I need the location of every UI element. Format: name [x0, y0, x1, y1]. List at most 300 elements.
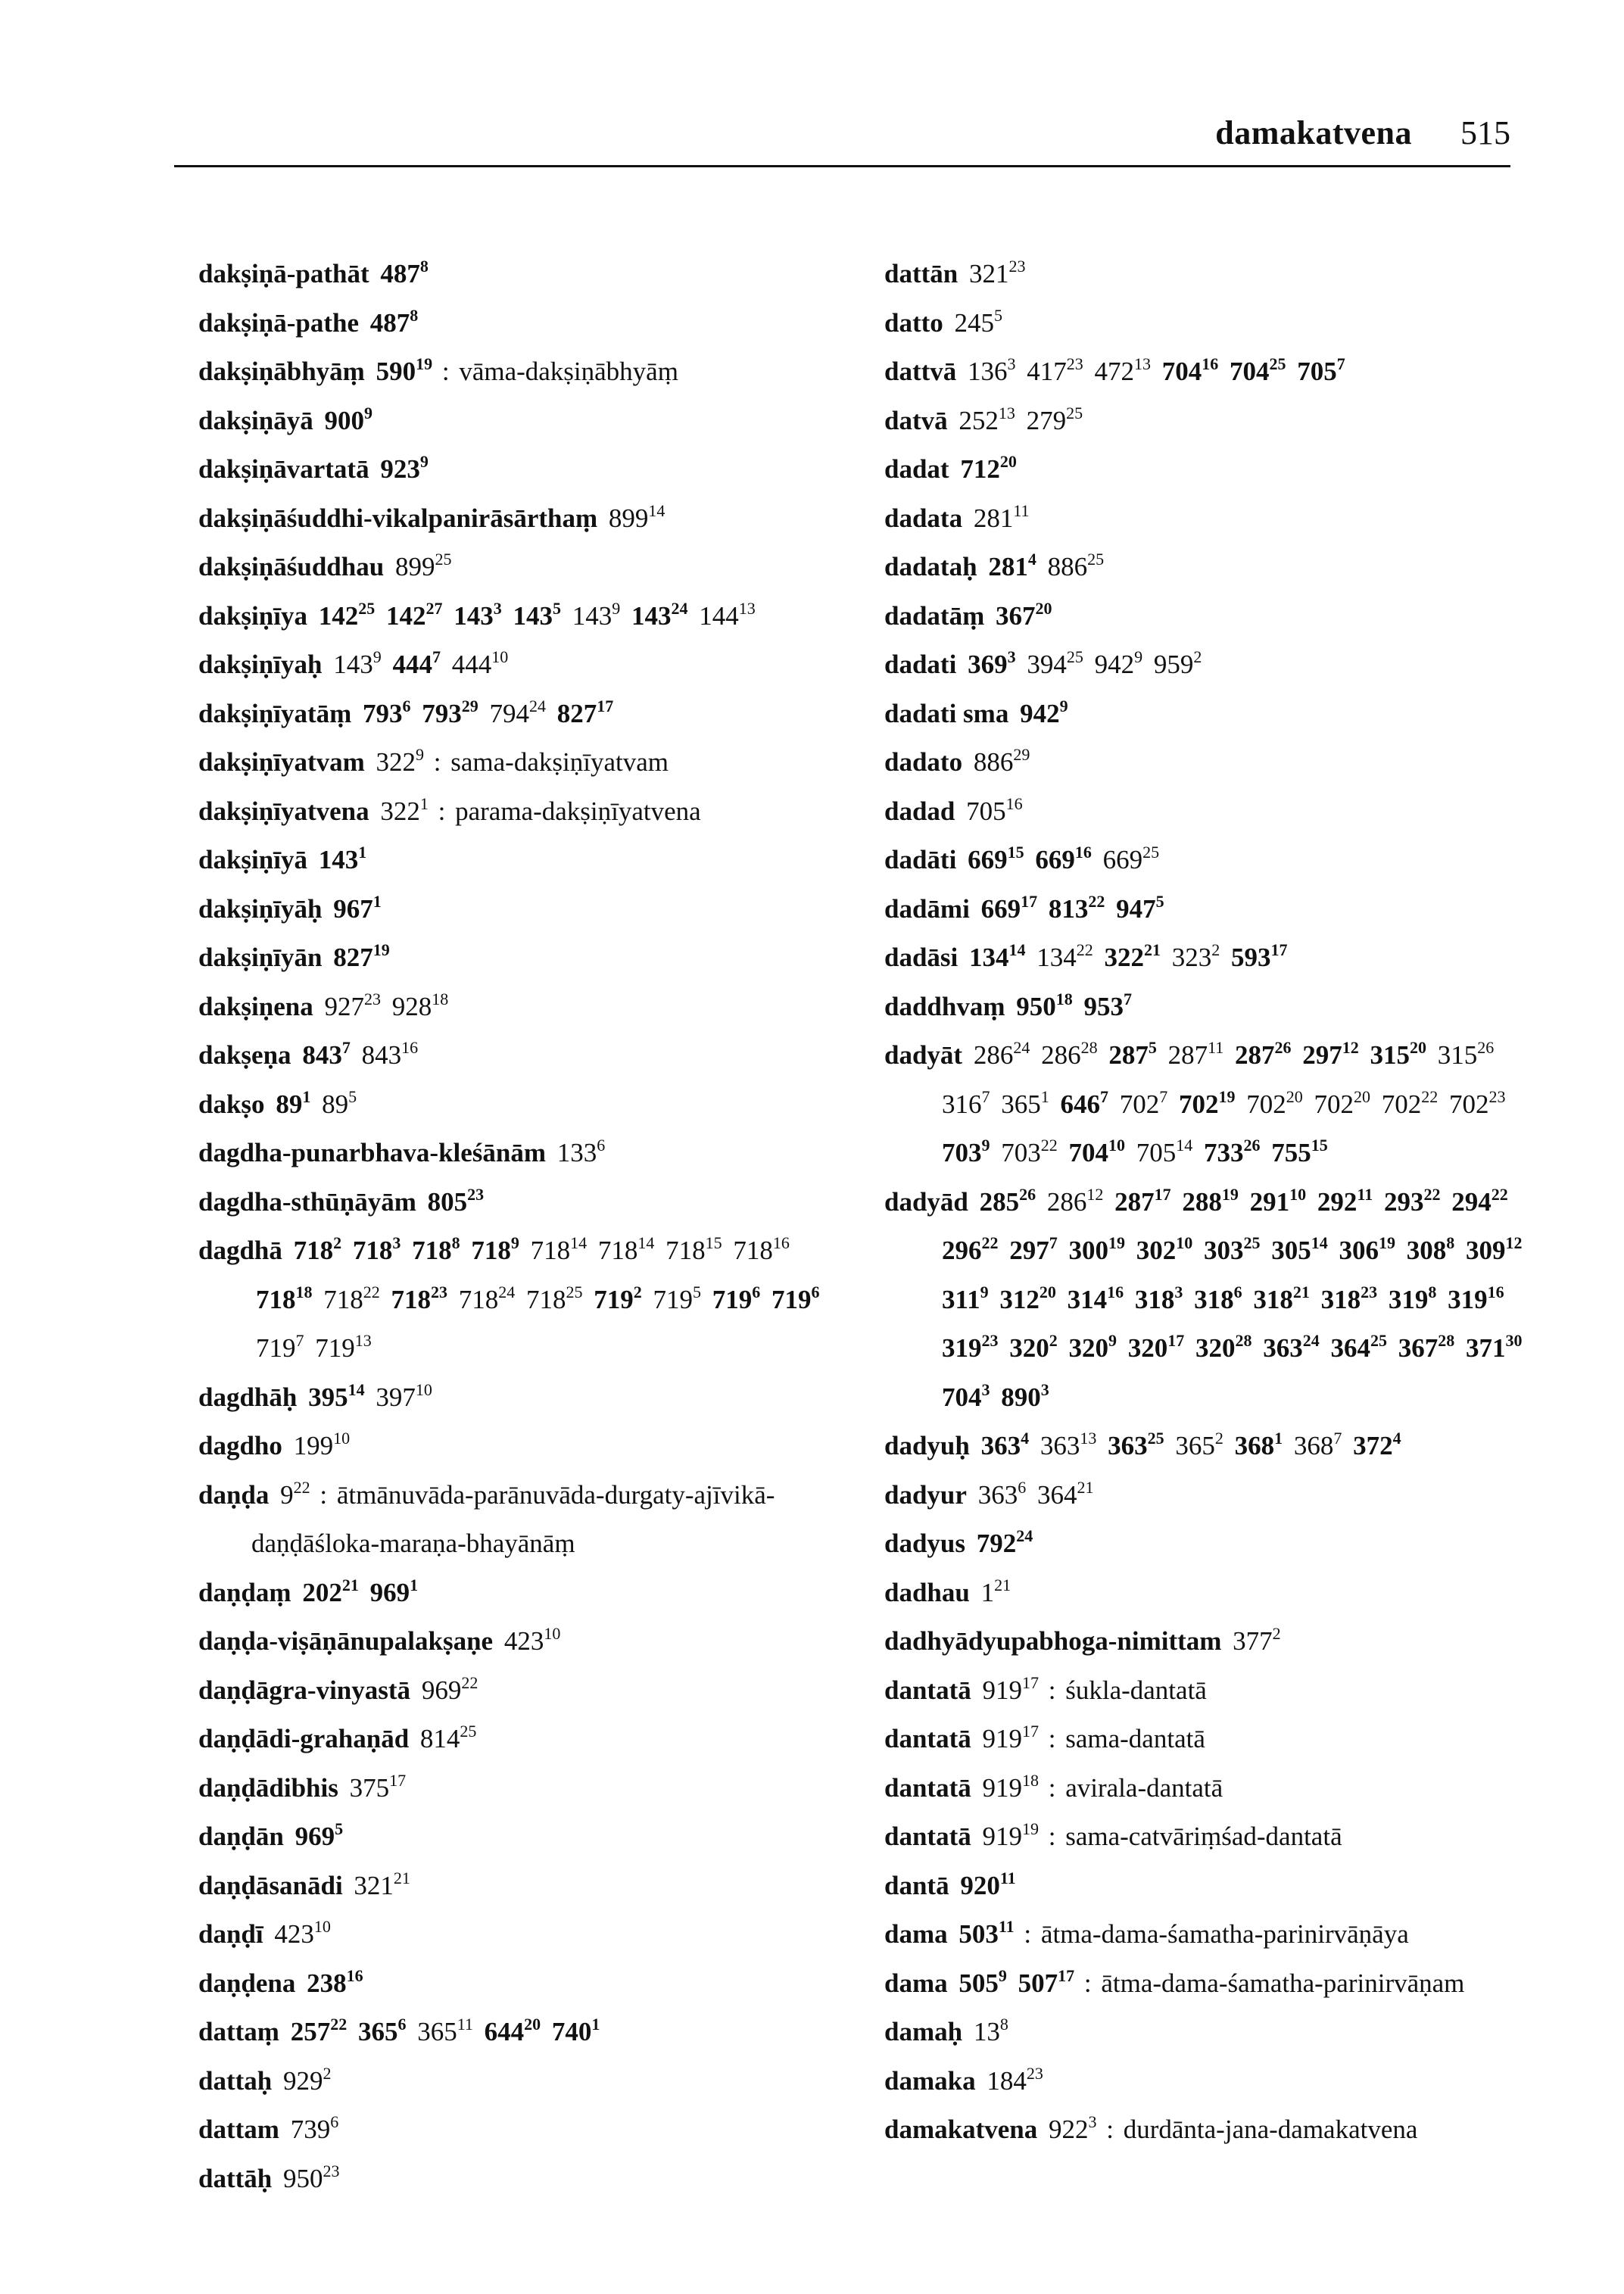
line-number-ref: 5	[335, 1819, 344, 1838]
page-number-ref: 302	[1136, 1236, 1177, 1265]
page-number-ref: 929	[283, 2065, 323, 2096]
page-reference	[942, 1379, 990, 1412]
page-reference	[513, 598, 561, 631]
line-number-ref: 26	[1019, 1184, 1036, 1204]
line-number-ref: 23	[323, 2161, 340, 2180]
line-number-ref: 15	[1311, 1136, 1328, 1155]
line-number-ref: 22	[1423, 1184, 1441, 1204]
page-reference	[959, 1919, 1014, 1949]
page-number-ref: 133	[556, 1138, 597, 1167]
line-number-ref: 24	[498, 1282, 516, 1301]
page-number-ref: 942	[1094, 650, 1135, 679]
page-reference	[1204, 1233, 1261, 1265]
page-reference	[1094, 647, 1143, 679]
page-reference	[333, 647, 382, 679]
page-reference	[421, 1672, 478, 1705]
index-entry	[884, 787, 1535, 837]
line-number-ref: 16	[1202, 354, 1219, 373]
line-number-ref: 18	[295, 1282, 313, 1301]
page-reference	[572, 598, 621, 631]
page-reference	[1320, 1282, 1378, 1314]
entry-headword: dadatāṃ	[884, 600, 985, 631]
page-reference	[324, 989, 382, 1021]
index-entry	[198, 1129, 857, 1178]
page-reference	[283, 2063, 332, 2096]
page-number-ref: 281	[973, 503, 1014, 533]
line-number-ref: 22	[330, 2015, 348, 2034]
index-entry	[198, 1715, 857, 1764]
page-number-ref: 969	[295, 1822, 335, 1851]
page-reference	[981, 1431, 1030, 1460]
line-number-ref: 9	[1059, 696, 1068, 715]
page-number-ref: 367	[1398, 1333, 1439, 1363]
index-column-left	[198, 250, 857, 2203]
line-number-ref: 22	[1076, 940, 1093, 959]
page-reference	[1179, 1086, 1236, 1119]
entry-headword: dadad	[884, 796, 955, 826]
page-number-ref: 712	[960, 454, 1000, 484]
index-entry	[884, 1812, 1535, 1862]
page-number-ref: 281	[988, 552, 1028, 581]
line-number-ref: 7	[1159, 1086, 1168, 1106]
entry-headword: dadat	[884, 454, 949, 484]
line-number-ref: 9	[416, 745, 425, 764]
entry-headword: damakatvena	[884, 2115, 1038, 2144]
page-reference	[1317, 1184, 1373, 1217]
page-number-ref: 718	[665, 1236, 706, 1265]
page-number-ref: 363	[1263, 1333, 1303, 1363]
line-number-ref: 26	[1477, 1038, 1495, 1057]
entry-headword: dattāḥ	[198, 2163, 273, 2193]
page-reference	[980, 1575, 1011, 1607]
page-number-ref: 927	[324, 991, 364, 1021]
page-number-ref: 718	[412, 1236, 452, 1265]
line-number-ref: 19	[1218, 1086, 1236, 1106]
page-number-ref: 319	[1448, 1284, 1488, 1314]
page-reference	[1036, 1477, 1094, 1510]
page-number-ref: 322	[1104, 943, 1145, 972]
page-reference	[1235, 1431, 1283, 1460]
page-reference	[1195, 1333, 1252, 1363]
page-reference	[631, 598, 688, 631]
line-number-ref: 9	[612, 598, 621, 618]
index-column-right	[884, 250, 1535, 2155]
page-number-ref: 843	[361, 1040, 402, 1070]
entry-headword: dantatā	[884, 1675, 971, 1705]
page-number-ref: 315	[1437, 1040, 1478, 1070]
entry-headword: dantā	[884, 1870, 949, 1900]
page-reference	[974, 747, 1030, 777]
line-number-ref: 4	[1392, 1429, 1401, 1448]
cross-ref-separator: :	[1024, 1919, 1032, 1949]
line-number-ref: 25	[435, 550, 452, 569]
line-number-ref: 9	[1134, 647, 1143, 666]
line-number-ref: 21	[1144, 940, 1161, 959]
line-number-ref: 20	[1039, 1282, 1056, 1301]
line-number-ref: 1	[591, 2015, 600, 2034]
line-number-ref: 24	[1302, 1331, 1320, 1350]
page-number-ref: 308	[1406, 1236, 1447, 1265]
page-number: 515	[1460, 114, 1510, 151]
index-entry	[198, 1910, 857, 1959]
line-number-ref: 17	[389, 1770, 407, 1790]
line-number-ref: 14	[570, 1233, 588, 1252]
line-number-ref: 23	[1026, 2063, 1043, 2083]
page-number-ref: 718	[391, 1284, 431, 1314]
line-number-ref: 17	[1058, 1965, 1075, 1985]
page-reference	[471, 1233, 519, 1265]
entry-headword: dadati	[884, 650, 957, 679]
page-reference	[1128, 1333, 1185, 1363]
page-reference	[959, 403, 1015, 435]
entry-headword: dakṣiṇena	[198, 991, 313, 1021]
page-number-ref: 199	[293, 1431, 334, 1460]
page-reference	[1398, 1333, 1455, 1363]
page-number-ref: 287	[1108, 1040, 1149, 1070]
page-reference	[1246, 1086, 1303, 1119]
entry-headword: daṇḍī	[198, 1919, 263, 1949]
cross-ref-separator: :	[438, 796, 446, 826]
page-reference	[1448, 1282, 1504, 1314]
index-entry	[198, 494, 857, 544]
page-number-ref: 13	[973, 2017, 1000, 2046]
line-number-ref: 14	[637, 1233, 655, 1252]
page-number-ref: 365	[1001, 1089, 1041, 1119]
page-reference	[1271, 1233, 1328, 1265]
line-number-ref: 5	[552, 598, 561, 618]
index-entry	[198, 933, 857, 983]
page-number-ref: 646	[1060, 1089, 1100, 1119]
page-number-ref: 487	[369, 307, 410, 338]
line-number-ref: 25	[358, 598, 376, 618]
line-number-ref: 8	[999, 2015, 1008, 2034]
page-reference	[1249, 1184, 1307, 1217]
page-number-ref: 886	[1047, 552, 1088, 581]
page-reference	[1009, 1233, 1058, 1265]
page-reference	[352, 1233, 401, 1265]
cross-ref-separator: :	[320, 1479, 328, 1510]
page-reference	[1235, 1040, 1292, 1070]
page-number-ref: 704	[942, 1382, 982, 1412]
page-number-ref: 703	[1001, 1138, 1041, 1167]
page-number-ref: 886	[973, 747, 1014, 777]
line-number-ref: 19	[372, 940, 390, 959]
entry-headword: dakṣiṇīyā	[198, 845, 307, 874]
index-entry	[198, 592, 857, 641]
line-number-ref: 25	[1370, 1331, 1387, 1350]
line-number-ref: 7	[295, 1331, 304, 1350]
page-reference	[1114, 1184, 1171, 1217]
cross-reference: avirala-dantatā	[1065, 1772, 1223, 1803]
page-reference	[1388, 1282, 1437, 1314]
page-number-ref: 397	[376, 1382, 416, 1412]
line-number-ref: 18	[432, 989, 449, 1008]
line-number-ref: 2	[1214, 1429, 1223, 1448]
entry-headword: dadataḥ	[884, 552, 977, 581]
page-number-ref: 703	[942, 1138, 982, 1167]
line-number-ref: 25	[1243, 1233, 1261, 1252]
line-number-ref: 22	[981, 1233, 999, 1252]
page-reference	[699, 598, 756, 631]
index-entry	[884, 592, 1535, 641]
page-reference	[556, 696, 614, 728]
line-number-ref: 23	[364, 989, 381, 1008]
line-number-ref: 16	[346, 1965, 363, 1985]
line-number-ref: 20	[999, 452, 1017, 471]
page-number-ref: 286	[1041, 1040, 1081, 1070]
index-entry	[884, 690, 1535, 739]
entry-headword: daṇḍāsanādi	[198, 1870, 343, 1900]
line-number-ref: 14	[1008, 940, 1026, 959]
line-number-ref: 17	[1270, 940, 1288, 959]
page-reference	[302, 1040, 351, 1070]
page-number-ref: 394	[1027, 650, 1067, 679]
entry-headword: daṇḍa-viṣāṇānupalakṣaṇe	[198, 1626, 494, 1656]
entry-headword: daddhvaṃ	[884, 991, 1005, 1021]
line-number-ref: 7	[1049, 1233, 1058, 1252]
line-number-ref: 6	[597, 1136, 606, 1155]
page-reference	[1001, 1379, 1049, 1412]
page-reference	[1466, 1233, 1523, 1265]
page-reference	[966, 793, 1023, 826]
page-number-ref: 257	[290, 2017, 331, 2046]
page-reference	[942, 1233, 999, 1265]
entry-headword: dagdhā	[198, 1236, 282, 1265]
page-number-ref: 291	[1249, 1186, 1290, 1217]
index-entry	[198, 1422, 857, 1471]
page-number-ref: 322	[380, 796, 420, 826]
cross-reference: ātma-dama-śamatha-parinirvāṇam	[1101, 1968, 1465, 1998]
entry-headword: dakṣiṇāśuddhau	[198, 552, 385, 581]
page-reference	[1018, 1965, 1075, 1998]
line-number-ref: 8	[1428, 1282, 1437, 1301]
page-number-ref: 297	[1302, 1040, 1342, 1070]
page-number-ref: 942	[1020, 698, 1060, 728]
page-number-ref: 718	[530, 1236, 571, 1265]
page-reference	[369, 305, 419, 338]
page-number-ref: 718	[256, 1284, 296, 1314]
page-number-ref: 702	[1314, 1089, 1354, 1119]
line-number-ref: 12	[1086, 1184, 1104, 1204]
line-number-ref: 16	[1074, 843, 1092, 862]
line-number-ref: 21	[393, 1868, 410, 1887]
page-number-ref: 318	[1134, 1284, 1175, 1314]
page-reference	[1104, 940, 1161, 972]
page-number-ref: 794	[489, 698, 530, 728]
entry-headword: dantatā	[884, 1822, 971, 1851]
page-reference	[987, 2063, 1043, 2096]
page-reference	[391, 1282, 448, 1314]
page-reference	[979, 1184, 1036, 1217]
page-number-ref: 718	[733, 1236, 773, 1265]
line-number-ref: 19	[1379, 1233, 1395, 1252]
line-number-ref: 2	[323, 2063, 332, 2083]
index-entry	[198, 1080, 857, 1130]
line-number-ref: 10	[1289, 1184, 1307, 1204]
line-number-ref: 5	[994, 305, 1003, 325]
index-entry	[884, 1519, 1535, 1569]
page-number-ref: 318	[1320, 1284, 1361, 1314]
line-number-ref: 28	[1438, 1331, 1455, 1350]
page-reference	[1108, 1431, 1164, 1460]
line-number-ref: 5	[1155, 891, 1164, 911]
page-number-ref: 287	[1114, 1186, 1155, 1217]
page-reference	[1168, 1040, 1224, 1070]
page-number-ref: 472	[1094, 357, 1135, 386]
line-number-ref: 1	[1274, 1429, 1283, 1448]
entry-headword: dama	[884, 1919, 948, 1949]
page-reference	[323, 1282, 380, 1314]
page-reference	[349, 1770, 407, 1803]
page-reference	[504, 1626, 561, 1656]
page-number-ref: 423	[503, 1626, 544, 1656]
line-number-ref: 2	[1211, 940, 1220, 959]
line-number-ref: 22	[1088, 891, 1105, 911]
page-number-ref: 322	[376, 747, 416, 777]
entry-headword: dadato	[884, 747, 963, 777]
page-reference	[1194, 1282, 1242, 1314]
page-reference	[526, 1282, 583, 1314]
line-number-ref: 17	[1022, 1722, 1039, 1741]
cross-reference: ātmānuvāda-parānuvāda-durgaty-ajīvikā-daṇḍāśloka-maraṇa-bhayānāṃ	[251, 1479, 775, 1558]
index-entry	[198, 836, 857, 885]
index-entry	[198, 1373, 857, 1423]
line-number-ref: 25	[566, 1282, 583, 1301]
entry-headword: daṇḍādi-grahaṇād	[198, 1724, 410, 1753]
line-number-ref: 1	[302, 1086, 311, 1106]
entry-headword: dattvā	[884, 357, 957, 386]
page-reference	[451, 647, 509, 679]
page-reference	[557, 1138, 606, 1167]
page-reference	[974, 2017, 1008, 2046]
page-number-ref: 719	[315, 1333, 355, 1363]
page-number-ref: 143	[333, 650, 373, 679]
page-number-ref: 704	[1068, 1138, 1108, 1167]
page-reference	[380, 793, 429, 826]
index-entry	[198, 1178, 857, 1227]
entry-headword: dadyur	[884, 1479, 967, 1510]
entry-headword: dakṣiṇāyā	[198, 405, 313, 435]
page-reference	[982, 1672, 1040, 1705]
page-number-ref: 143	[318, 845, 359, 874]
page-number-ref: 1	[980, 1577, 995, 1607]
entry-headword: dattān	[884, 259, 959, 288]
page-reference	[290, 2112, 339, 2144]
entry-headword: dakṣiṇīya	[198, 600, 307, 631]
entry-headword: daṇḍāgra-vinyastā	[198, 1675, 411, 1705]
line-number-ref: 25	[460, 1722, 477, 1741]
page-reference	[380, 454, 429, 484]
page-reference	[1046, 1184, 1104, 1217]
line-number-ref: 9	[372, 647, 382, 666]
page-number-ref: 364	[1036, 1479, 1077, 1510]
page-reference	[1161, 354, 1219, 386]
index-entry	[198, 1471, 857, 1569]
page-reference	[322, 1086, 357, 1119]
line-number-ref: 23	[467, 1184, 485, 1204]
line-number-ref: 7	[1100, 1086, 1108, 1106]
entry-headword: dakṣiṇā-pathāt	[198, 259, 369, 288]
entry-headword: dadyāt	[884, 1040, 963, 1070]
line-number-ref: 21	[1077, 1477, 1094, 1497]
index-entry	[198, 1959, 857, 2009]
entry-headword: daṇḍena	[198, 1968, 296, 1998]
line-number-ref: 23	[1488, 1086, 1506, 1106]
line-number-ref: 22	[1040, 1136, 1058, 1155]
line-number-ref: 6	[402, 696, 411, 715]
page-number-ref: 733	[1204, 1138, 1244, 1167]
entry-headword: dakṣiṇīyāḥ	[198, 893, 323, 924]
line-number-ref: 22	[1491, 1184, 1508, 1204]
index-entry	[884, 445, 1535, 494]
page-reference	[1406, 1233, 1455, 1265]
page-number-ref: 395	[308, 1382, 348, 1412]
page-number-ref: 705	[966, 796, 1006, 826]
page-number-ref: 814	[419, 1724, 460, 1753]
page-number-ref: 142	[318, 600, 359, 631]
line-number-ref: 12	[1505, 1233, 1523, 1252]
line-number-ref: 25	[1269, 354, 1286, 373]
page-number-ref: 238	[307, 1968, 347, 1998]
line-number-ref: 29	[1013, 745, 1030, 764]
page-reference	[1048, 552, 1105, 581]
index-entry	[884, 2057, 1535, 2106]
index-entry	[884, 983, 1535, 1032]
entry-headword: dakṣiṇīyān	[198, 943, 323, 972]
page-number-ref: 305	[1271, 1236, 1311, 1265]
entry-headword: dagdho	[198, 1431, 282, 1460]
line-number-ref: 18	[1055, 989, 1073, 1008]
line-number-ref: 9	[998, 1965, 1007, 1985]
cross-ref-separator: :	[1106, 2115, 1114, 2144]
page-number-ref: 286	[1046, 1186, 1087, 1217]
line-number-ref: 15	[1007, 843, 1024, 862]
page-reference	[1263, 1333, 1320, 1363]
page-number-ref: 890	[1001, 1382, 1041, 1412]
page-reference	[315, 1333, 372, 1363]
line-number-ref: 16	[401, 1038, 419, 1057]
page-number-ref: 899	[394, 552, 435, 581]
page-reference	[988, 552, 1036, 581]
page-number-ref: 740	[551, 2017, 592, 2046]
line-number-ref: 9	[981, 1136, 990, 1155]
header-rule	[174, 165, 1510, 167]
page-reference	[1466, 1333, 1523, 1363]
entry-headword: daṇḍān	[198, 1822, 284, 1851]
line-number-ref: 3	[1040, 1379, 1049, 1399]
line-number-ref: 7	[1333, 1429, 1342, 1448]
index-entry	[884, 738, 1535, 787]
page-reference	[1049, 2112, 1097, 2144]
line-number-ref: 13	[998, 403, 1015, 422]
page-reference	[968, 647, 1016, 679]
entry-headword: dadati sma	[884, 698, 1009, 728]
line-number-ref: 24	[529, 696, 547, 715]
page-number-ref: 950	[1016, 991, 1056, 1021]
page-number-ref: 704	[1230, 357, 1270, 386]
page-number-ref: 363	[1040, 1431, 1080, 1460]
page-number-ref: 827	[556, 698, 597, 728]
line-number-ref: 23	[1066, 354, 1083, 373]
index-entry	[884, 1031, 1535, 1178]
index-entry	[198, 2105, 857, 2155]
line-number-ref: 24	[1016, 1526, 1033, 1545]
cross-reference: vāma-dakṣiṇābhyāṃ	[459, 357, 678, 386]
index-entry	[198, 2008, 857, 2057]
page-number-ref: 134	[969, 943, 1009, 972]
page-number-ref: 417	[1027, 357, 1067, 386]
line-number-ref: 13	[1080, 1429, 1097, 1448]
